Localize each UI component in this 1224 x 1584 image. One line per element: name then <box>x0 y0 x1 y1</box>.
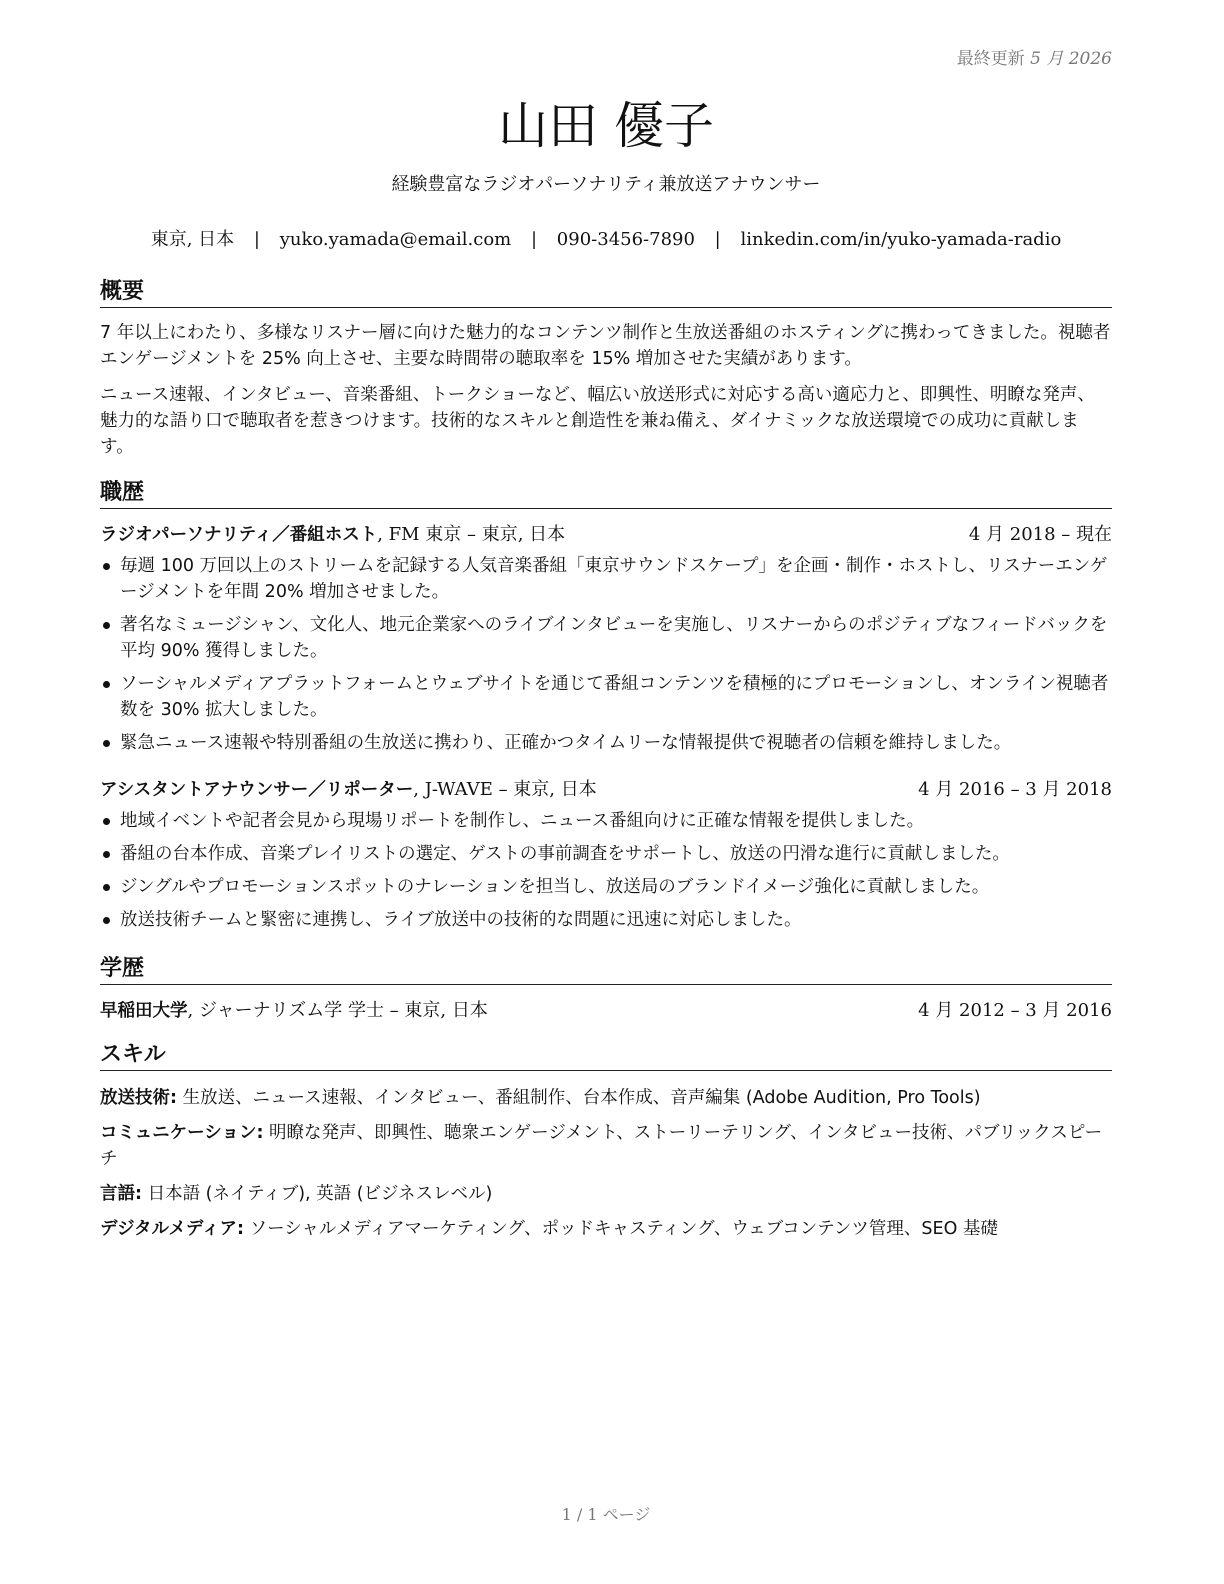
education-dates: 4 月 2012 – 3 月 2016 <box>918 1000 1112 1021</box>
contact-separator: | <box>530 229 538 250</box>
summary-paragraph: ニュース速報、インタビュー、音楽番組、トークショーなど、幅広い放送形式に対応する高い適応力と、即興性、明瞭な発声、魅力的な語り口で聴取者を惹きつけます。技術的なスキルと創造性を兼ね備え、ダイナミックな放送環境での成功に貢献します。 <box>100 385 1095 457</box>
section-title-summary: 概要 <box>100 278 1112 308</box>
contact-separator: | <box>714 229 721 250</box>
skill-row <box>100 1085 1112 1111</box>
skill-value: 明瞭な発声、即興性、聴衆エンゲージメント、ストーリーテリング、インタビュー技術、パブリックスピーチ <box>100 1123 1103 1169</box>
contact-separator: | <box>253 229 260 250</box>
skill-key: 放送技術: <box>100 1088 177 1108</box>
page-number: 1 / 1 ページ <box>561 1505 651 1524</box>
summary-paragraph: 7 年以上にわたり、多様なリスナー層に向けた魅力的なコンテンツ制作と生放送番組のホスティングに携わってきました。視聴者エンゲージメントを 25% 向上させ、主要な時間帯の聴取率を 15% 増加させた実績があります。 <box>100 323 1111 369</box>
job-dates: 4 月 2018 – 現在 <box>968 524 1112 545</box>
job-bullets <box>100 553 1112 763</box>
list-item: 著名なミュージシャン、文化人、地元企業家へのライブインタビューを実施し、リスナーからのポジティブなフィードバックを平均 90% 獲得しました。 <box>100 612 1112 664</box>
list-item: 放送技術チームと緊密に連携し、ライブ放送中の技術的な問題に迅速に対応しました。 <box>100 907 1112 933</box>
skill-value: 日本語 (ネイティブ), 英語 (ビジネスレベル) <box>142 1184 493 1204</box>
last-updated-date: 5 月 2026 <box>1030 49 1112 69</box>
candidate-name: 山田 優子 <box>498 97 714 155</box>
contact-phone: 090-3456-7890 <box>556 229 695 250</box>
job-header <box>100 522 1112 548</box>
job-bullets <box>100 808 1112 940</box>
skill-row <box>100 1181 1112 1207</box>
last-updated <box>957 44 1112 69</box>
skill-key: コミュニケーション: <box>100 1123 264 1143</box>
skill-key: 言語: <box>100 1184 142 1204</box>
list-item: 番組の台本作成、音楽プレイリストの選定、ゲストの事前調査をサポートし、放送の円滑な進行に貢献しました。 <box>100 841 1112 867</box>
list-item: 地域イベントや記者会見から現場リポートを制作し、ニュース番組向けに正確な情報を提供しました。 <box>100 808 1112 834</box>
resume-page <box>100 0 1112 1584</box>
job-organization: , FM 東京 – 東京, 日本 <box>377 524 566 545</box>
job-dates: 4 月 2016 – 3 月 2018 <box>918 779 1112 800</box>
job-header <box>100 777 1112 803</box>
section-title-skills: スキル <box>100 1041 1112 1071</box>
education-detail: , ジャーナリズム学 学士 – 東京, 日本 <box>187 1000 488 1021</box>
skill-value: 生放送、ニュース速報、インタビュー、番組制作、台本作成、音声編集 (Adobe Audition, Pro Tools) <box>177 1088 981 1108</box>
contact-location: 東京, 日本 <box>150 229 235 250</box>
list-item: 緊急ニュース速報や特別番組の生放送に携わり、正確かつタイムリーな情報提供で視聴者の信頼を維持しました。 <box>100 730 1112 756</box>
section-title-experience: 職歴 <box>100 479 1112 509</box>
contact-email[interactable]: yuko.yamada@email.com <box>279 229 512 250</box>
skill-key: デジタルメディア: <box>100 1219 245 1239</box>
list-item: 毎週 100 万回以上のストリームを記録する人気音楽番組「東京サウンドスケープ」を企画・制作・ホストし、リスナーエンゲージメントを年間 20% 増加させました。 <box>100 553 1112 605</box>
job-role: アシスタントアナウンサー／リポーター <box>100 780 414 800</box>
skill-row <box>100 1216 1112 1242</box>
list-item: ソーシャルメディアプラットフォームとウェブサイトを通じて番組コンテンツを積極的にプロモーションし、オンライン視聴者数を 30% 拡大しました。 <box>100 671 1112 723</box>
education-school: 早稲田大学 <box>100 1001 188 1021</box>
last-updated-label: 最終更新 <box>956 49 1025 69</box>
skill-row <box>100 1120 1112 1172</box>
list-item: ジングルやプロモーションスポットのナレーションを担当し、放送局のブランドイメージ強化に貢献しました。 <box>100 874 1112 900</box>
job-organization: , J-WAVE – 東京, 日本 <box>413 779 597 800</box>
skill-value: ソーシャルメディアマーケティング、ポッドキャスティング、ウェブコンテンツ管理、SEO 基礎 <box>244 1219 998 1239</box>
contact-linkedin[interactable]: linkedin.com/in/yuko-yamada-radio <box>740 229 1062 250</box>
contact-line <box>100 225 1112 251</box>
candidate-tagline: 経験豊富なラジオパーソナリティ兼放送アナウンサー <box>391 174 821 195</box>
education-entry <box>100 998 1112 1024</box>
section-title-education: 学歴 <box>100 955 1112 985</box>
job-role: ラジオパーソナリティ／番組ホスト <box>100 525 378 545</box>
